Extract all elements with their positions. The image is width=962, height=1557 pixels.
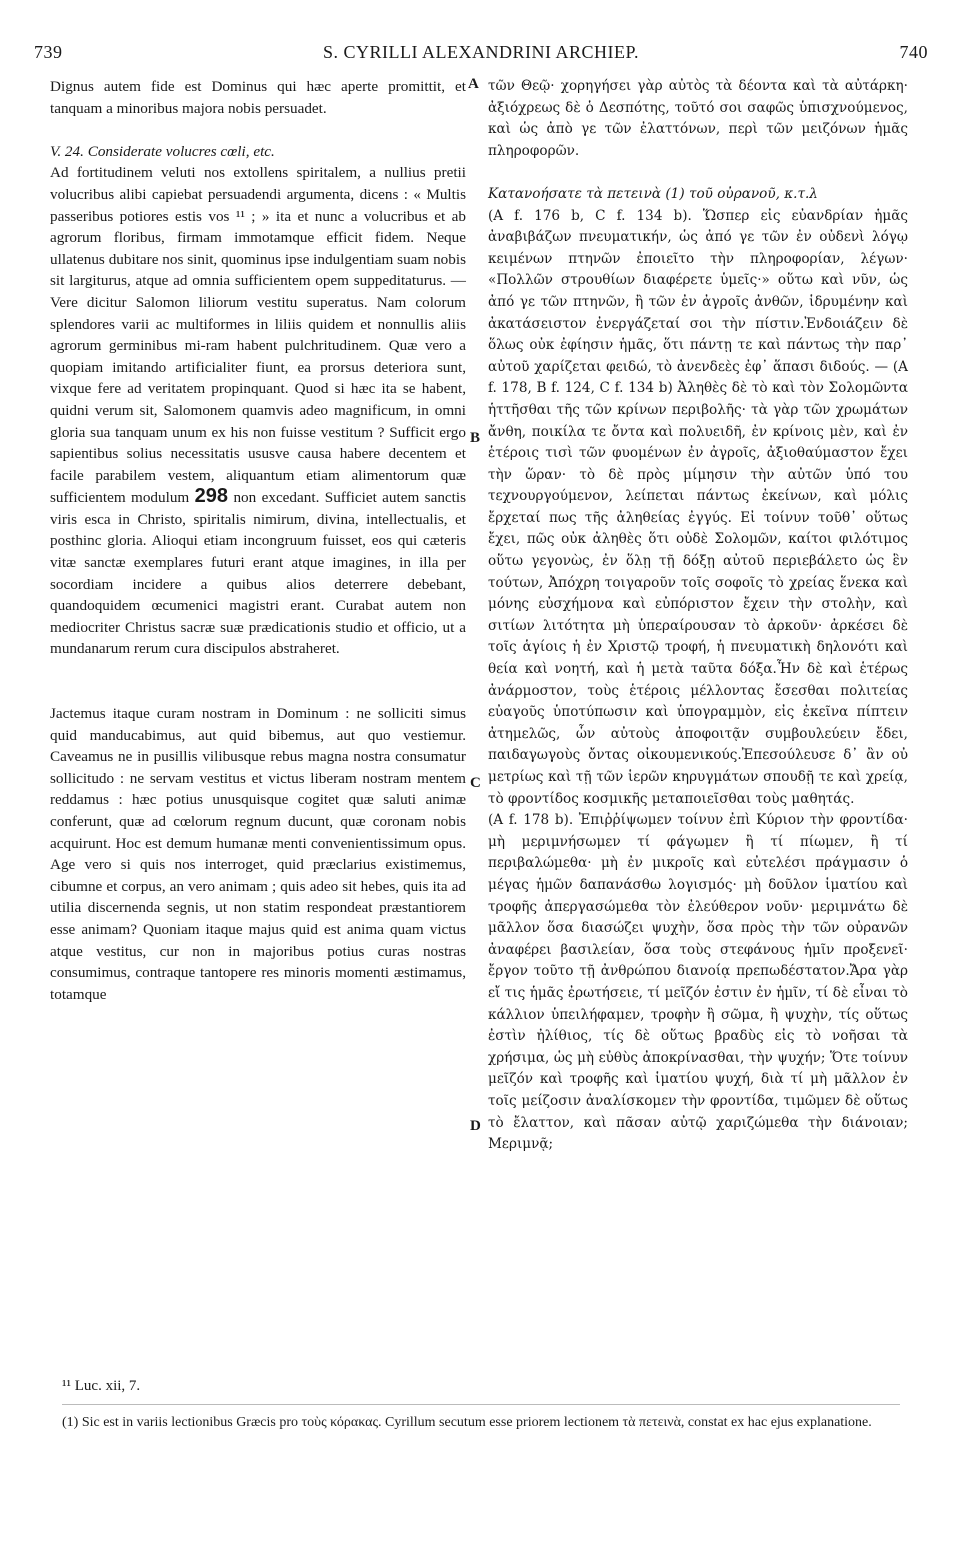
section-marker-c: C — [470, 775, 481, 791]
column-number-298: 298 — [194, 485, 229, 508]
footnote-variant-reading: (1) Sic est in variis lectionibus Græcis pro τοὺς κόρακας. Cyrillum secutum esse priorem lectionem τὰ πετεινὰ, constat ex hac ejus explanatione. — [62, 1415, 872, 1430]
page-number-left: 739 — [34, 42, 63, 62]
latin-paragraph-1: Dignus autem fide est Dominus qui hæc aperte promittit, et tanquam a minoribus majora nobis persuadet. — [50, 78, 466, 117]
running-header — [34, 42, 928, 68]
running-title: S. CYRILLI ALEXANDRINI ARCHIEP. — [322, 42, 639, 62]
greek-paragraph-2: (A f. 176 b, C f. 134 b). Ὥσπερ εἰς εὐανδρίαν ἡμᾶς ἀναβιβάζων πνευματικήν, ὡς ἀπό γε τῶν ἐν οὐδενὶ λόγῳ κειμένων πτηνῶν ἐποιεῖτο τὴν πληροφορίαν, λέγων· «Πολλῶν στρουθίων διαφέρετε ὑμεῖς·» οὕτω καὶ νῦν, ὡς ἀπό γε τῶν πτηνῶν, ἢ τῶν ἐν ἀγροῖς ἀνθῶν, ἱδρυμένην καὶ ἀκατάσειστον ἐνεργάζεταί σοι τὴν πίστιν.Ἐνδοιάζειν δὲ ὅλως οὐκ ἐφίησιν ἡμᾶς, ὅτι πάντῃ τε καὶ πάντως τὴν παρ᾽ αὐτοῦ χαρίζεται φειδώ, τὸ ἀνενδεὲς ἐφ᾽ ἅπασι διδούς. — (A f. 178, B f. 124, C f. 134 b) Ἀληθὲς δὲ τὸ καὶ τὸν Σολομῶντα ἡττῆσθαι τῆς τῶν κρίνων περιβολῆς· τὰ γὰρ τῶν χρωμάτων ἄνθη, ποικίλα τε ὄντα καὶ πολυειδῆ, ἐν κρίνοις μὲν, καὶ ἐν ἑτέροις τισὶ τῶν φυομένων ἐν ἀγροῖς, ἀξιοθαύμαστον ἔχει τὴν ὥραν· τὸ δὲ πρὸς μίμησιν τὴν αὐτῶν ὑπό του τεχνουργούμενον, λείπεται πάντως ἐκείνων, καὶ μόλις ἔρχεταί πως τῆς ἀληθείας ἐγγύς. Εἰ τοίνυν τοῦθ᾽ οὕτως ἔχει, πῶς οὐκ ἀληθὲς ὅτι οὐδὲ Σολομῶν, καίτοι φιλότιμος οὕτω γεγονὼς, ἐν ὅλῃ τῇ δόξῃ αὐτοῦ περιεβάλετο ὡς ἓν τούτων, Ἀπόχρη τοιγαροῦν τοῖς σοφοῖς τὸ χρείας ἕνεκα καὶ μόνης εὐσχήμονα καὶ εὐπόριστον ἔχειν τὴν στολὴν, καὶ σιτίων λιτότητα μὴ ὑπεραίρουσαν τὸ ἀρκοῦν· ἀρκέσει δὲ τοῖς ἁγίοις ἡ ἐν Χριστῷ τροφή, ἡ πνευματικὴ δηλονότι καὶ θεία καὶ νοητή, καὶ ἡ μετὰ ταῦτα δόξα.Ἦν δὲ καὶ ἑτέρως ἀνάρμοστον, τοὺς ἑτέροις μέλλοντας ἔσεσθαι πολιτείας εὐαγοῦς ὑποτύπωσιν καὶ ὑπογραμμὸν, εἰς ἐκεῖνα πίπτειν ἀτημελῶς, ὧν αὐτοὺς ἀποφοιτᾷν συμβουλεύειν ἔδει, παιδαγωγοὺς ὄντας οἰκουμενικούς.Ἐπεσούλευσε δ᾽ ἂν οὐ μετρίως καὶ τῇ τῶν ἱερῶν κηρυγμάτων σπουδῇ τε καὶ χρείᾳ, τὸ φροντίδος κοσμικῆς μεταποιεῖσθαι τοὺς μαθητάς. — [488, 207, 908, 807]
section-marker-d: D — [470, 1118, 481, 1134]
latin-paragraph-2-part-a: Ad fortitudinem veluti nos extollens spiritalem, a nullius pretii volucribus alibi capiebat persuadendi argumenta, dicens : « Multis passeribus potiores estis vos ¹¹ ; » ita et nunc a volucribus et ab agrorum floribus, firmam immotamque efficit fidem. Neque ullatenus dubitare nos sinit, quominus ipse indulgentiam suam nobis sit largiturus, atque ad omnia sufficientem opem suppeditaturus. — Vere dicitur Salomon liliorum vestitu superatus. Nam colorum splendores varii ac multiformes in liliis quidem et nonnullis aliis agrorum germinibus mi-ram habent pulchritudinem. Quæ vero a quopiam imitando artificialiter fiunt, ea prorsus deteriora sunt, vixque fere ad veritatem propinquant. Quod si hæc ita se habent, quidni verum sit, Salomonem quamvis adeo magnificum, in omni gloria sua tanquam unum ex his non fuisse vestitum ? Sufficit ergo sapientibus solius necessitatis ususve causa habere decentem et facile parabilem vestem, aliquantum etiam alimentorum quæ sufficientem modulum — [50, 164, 466, 507]
section-marker-b: B — [470, 430, 481, 446]
footnote-luke: ¹¹ Luc. xii, 7. — [62, 1378, 141, 1394]
greek-section-heading: Κατανοήσατε τὰ πετεινὰ (1) τοῦ οὐρανοῦ, κ.τ.λ — [488, 185, 818, 202]
greek-paragraph-1: τῶν Θεῷ· χορηγήσει γὰρ αὐτὸς τὰ δέοντα καὶ τὰ αὐτάρκη· ἀξιόχρεως δὲ ὁ Δεσπότης, τοῦτό σοι σαφῶς ὑπισχνούμενος, καὶ ὡς ἀπὸ γε τῶν ἐλαττόνων, περὶ τῶν μειζόνων ἡμᾶς πληροφορῶν. — [488, 78, 908, 159]
section-marker-a: A — [468, 76, 479, 92]
latin-section-heading: V. 24. Considerate volucres cœli, etc. — [50, 142, 275, 160]
greek-column — [488, 76, 908, 1156]
latin-paragraph-2-part-b: non excedant. Sufficiet autem sanctis viris esca in Christo, spiritalis nimirum, divina, intellectualis, et posthinc gloria. Alioqui etiam incongruum fuisset, eos qui cæteris vitæ sanctæ exemplares futuri erant atque imagines, in illa per socordiam incidere a quibus alios deterrere debebant, quandoquidem œcumenici magistri erant. Curabat autem non mediocriter Christus sacræ suæ prædicationis studio et officio, ut a mundanarum rerum cura discipulos abstraheret. — [50, 489, 467, 658]
greek-paragraph-3: (A f. 178 b). Ἐπιῤῥίψωμεν τοίνυν ἐπὶ Κύριον τὴν φροντίδα· μὴ μεριμνήσωμεν τί φάγωμεν ἢ τί πίωμεν, ἢ τί περιβαλώμεθα· μὴ ἐν μικροῖς καὶ εὐτελέσι πράγμασιν ὁ μέγας ἡμῶν δαπανάσθω λογισμός· μὴ δοῦλον ἱματίου καὶ τροφῆς ἀπεργασώμεθα τὸν ἐλεύθερον νοῦν· μεριμνάτω δὲ μᾶλλον ὅσα διασώζει ψυχὴν, ὅσα πρὸς τὴν τῶν οὐρανῶν ἀναφέρει βασιλείαν, ὅσα τοὺς στεφάνους ἡμῖν προξενεῖ· ἔργον τοῦτο τῇ ἀνθρώπου διανοίᾳ πρεπωδέστατον.Ἄρα γὰρ εἴ τις ἡμᾶς ἐρωτήσειε, τί μεῖζόν ἐστιν ἐν ἡμῖν, τί δὲ εἶναι τὸ κάλλιον ὑπειλήφαμεν, τροφὴν ἢ σῶμα, ἢ ψυχὴν, τίς οὕτως ἐστὶν ἠλίθιος, τίς δὲ οὕτως βραδὺς εἰς τὸ νοῆσαι τὰ χρήσιμα, ὡς μὴ εὐθὺς ἀποκρίνασθαι, τὴν ψυχήν; Ὅτε τοίνυν μεῖζόν καὶ τροφῆς καὶ ἱματίου ψυχή, διὰ τί μὴ μᾶλλον ἐν τοῖς μείζοσιν ἀναλίσκομεν τὴν φροντίδα, τιμῶμεν δὲ οὕτως τὸ ἔλαττον, καὶ πᾶσαν αὐτῷ χαριζώμεθα τὴν διάνοιαν; Μεριμνᾷ; — [488, 812, 908, 1153]
footnote-divider — [62, 1404, 900, 1405]
latin-column — [50, 76, 466, 1005]
latin-paragraph-3: Jactemus itaque curam nostram in Dominum : ne solliciti simus quid manducabimus, aut quid bibemus, aut quo vestiemur. Caveamus ne in pusillis vilibusque rebus magna nostra consumatur sollicitudo : ne servam vestitus et victus liberam nostram mentem reddamus : hæc potius unusquisque cogitet quæ saluti animæ conferunt, quæ ad cœlorum regnum ducunt, quæ coronam nobis acquirunt. Hoc est demum humanæ menti convenientissimum opus. Age vero si quis nos interroget, quid præclarius existimemus, cibumne et corpus, an vero animam ; quis adeo sit hebes, quis ita ad utilia discernenda segnis, ut non statim respondeat præstantiorem esse animam? Quoniam itaque majus quid est anima quam victus atque vestitus, cur non in majoribus potius curas nostras consumimus, contraque tantopere res minoris momenti æstimamus, totamque — [50, 705, 466, 1003]
latin-paragraph-2 — [50, 162, 466, 660]
page-number-right: 740 — [899, 42, 928, 62]
